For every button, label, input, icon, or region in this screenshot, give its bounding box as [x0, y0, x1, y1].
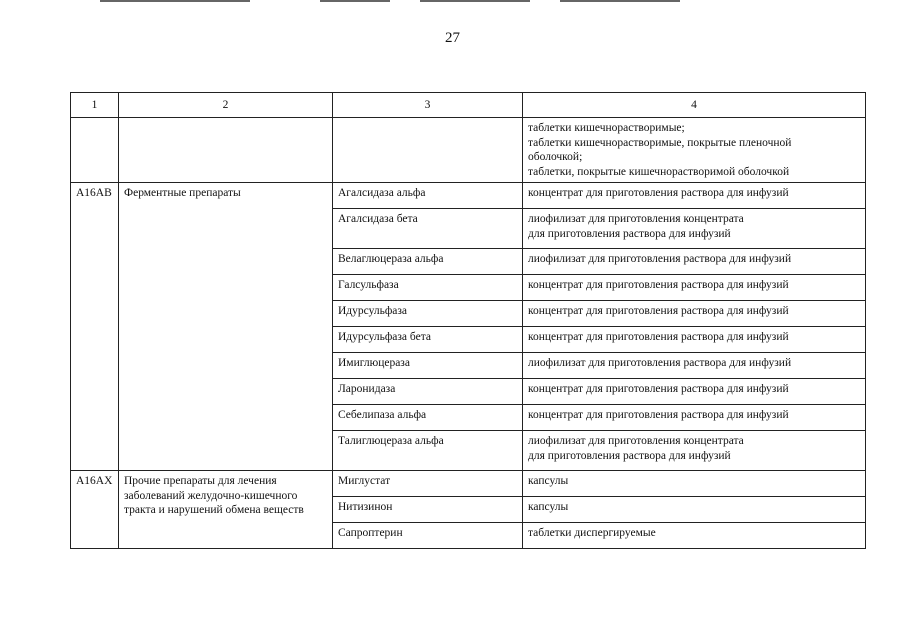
dosage-form	[523, 249, 866, 275]
column-number-1: 1	[71, 93, 119, 118]
dosage-form	[523, 327, 866, 353]
scan-edge-mark	[100, 0, 250, 2]
group-name-line: заболеваний желудочно-кишечного	[124, 489, 298, 502]
drug-name: Себелипаза альфа	[333, 405, 523, 431]
continuation-row	[71, 118, 866, 183]
dosage-form-line: таблетки кишечнорастворимые;	[528, 122, 685, 134]
column-number-4: 4	[523, 93, 866, 118]
dosage-form-line: лиофилизат для приготовления раствора для инфузий	[528, 253, 792, 265]
scan-edge-mark	[560, 0, 680, 2]
group-name-line: тракта и нарушений обмена веществ	[124, 504, 304, 516]
group-name-a16ax	[119, 471, 333, 549]
page-number: 27	[445, 30, 460, 46]
dosage-form	[523, 301, 866, 327]
drug-name: Галсульфаза	[333, 275, 523, 301]
atc-code-a16ab: A16AB	[71, 183, 119, 471]
dosage-form	[523, 523, 866, 549]
dosage-form-line: концентрат для приготовления раствора для инфузий	[528, 305, 789, 317]
dosage-form-line: оболочкой;	[528, 151, 583, 163]
drug-name: Миглустат	[333, 471, 523, 497]
scan-edge-mark	[320, 0, 390, 2]
dosage-form-line: таблетки диспергируемые	[528, 527, 656, 539]
drug-name: Имиглюцераза	[333, 353, 523, 379]
dosage-form-line: концентрат для приготовления раствора для инфузий	[528, 409, 789, 421]
table-row	[71, 183, 866, 209]
dosage-form-line: таблетки кишечнорастворимые, покрытые пленочной	[528, 136, 792, 149]
dosage-form-line: для приготовления раствора для инфузий	[528, 449, 731, 462]
atc-code-a16ax: A16AX	[71, 471, 119, 549]
dosage-form-line: концентрат для приготовления раствора для инфузий	[528, 187, 789, 199]
dosage-form	[523, 183, 866, 209]
dosage-form-line: для приготовления раствора для инфузий	[528, 227, 731, 240]
dosage-form	[523, 379, 866, 405]
dosage-form	[523, 431, 866, 471]
table-row	[71, 471, 866, 497]
column-number-2: 2	[119, 93, 333, 118]
dosage-form	[523, 471, 866, 497]
dosage-form-line: капсулы	[528, 501, 569, 513]
table-header-row	[71, 93, 866, 118]
dosage-form-line: лиофилизат для приготовления концентрата	[528, 435, 744, 447]
scan-edge-mark	[420, 0, 530, 2]
dosage-form-line: лиофилизат для приготовления концентрата	[528, 213, 744, 225]
drug-name: Идурсульфаза	[333, 301, 523, 327]
drug-name: Идурсульфаза бета	[333, 327, 523, 353]
column-number-3: 3	[333, 93, 523, 118]
dosage-form	[523, 497, 866, 523]
dosage-form-line: концентрат для приготовления раствора для инфузий	[528, 279, 789, 291]
drug-name: Агалсидаза альфа	[333, 183, 523, 209]
group-name-cell	[119, 118, 333, 183]
code-cell	[71, 118, 119, 183]
dosage-form-line: таблетки, покрытые кишечнорастворимой оболочкой	[528, 165, 790, 178]
dosage-form	[523, 353, 866, 379]
dosage-form	[523, 209, 866, 249]
drug-name-cell	[333, 118, 523, 183]
group-name-a16ab: Ферментные препараты	[119, 183, 333, 471]
drug-name: Агалсидаза бета	[333, 209, 523, 249]
dosage-form	[523, 405, 866, 431]
drug-name: Талиглюцераза альфа	[333, 431, 523, 471]
drug-name: Ларонидаза	[333, 379, 523, 405]
dosage-form-line: концентрат для приготовления раствора для инфузий	[528, 331, 789, 343]
dosage-form	[523, 275, 866, 301]
drug-table	[70, 92, 866, 549]
drug-name: Сапроптерин	[333, 523, 523, 549]
dosage-form-line: лиофилизат для приготовления раствора для инфузий	[528, 357, 792, 369]
group-name-line: Прочие препараты для лечения	[124, 475, 277, 487]
drug-name: Нитизинон	[333, 497, 523, 523]
dosage-form-line: концентрат для приготовления раствора для инфузий	[528, 383, 789, 395]
dosage-form-line: капсулы	[528, 475, 569, 487]
drug-name: Велаглюцераза альфа	[333, 249, 523, 275]
dosage-form-cell	[523, 118, 866, 183]
